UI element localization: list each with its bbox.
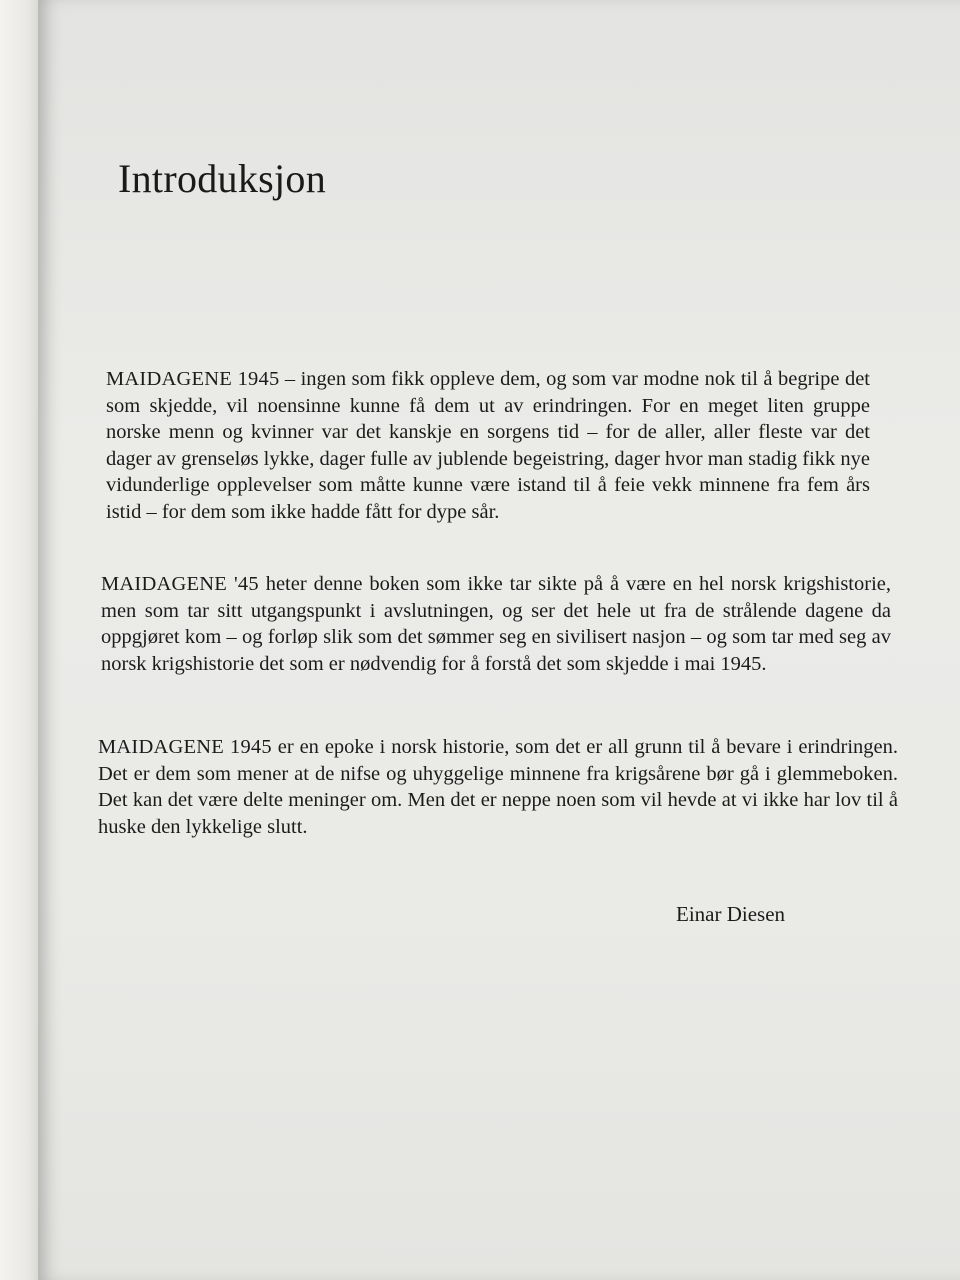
author-signature: Einar Diesen	[676, 902, 786, 926]
book-page	[38, 0, 960, 1280]
paragraph-3-lead: MAIDAGENE 1945	[98, 736, 272, 758]
paragraph-3	[98, 734, 898, 840]
page-content	[38, 0, 960, 1280]
paragraph-1-text: – ingen som fikk oppleve dem, og som var modne nok til å begripe det som skjedde, vil noensinne kunne få dem ut av erindringen. For en meget liten gruppe norske menn og kvinner var det kanskje en sorgens tid – for de aller, aller fleste var det dager av grenseløs lykke, dager fulle av jublende begeistring, dager hvor man stadig fikk nye vidunderlige opplevelser som måtte kunne være istand til å feie vekk minnene fra fem års istid – for dem som ikke hadde fått for dype sår.	[106, 368, 870, 523]
paragraph-2	[101, 571, 891, 677]
paragraph-1	[106, 366, 870, 525]
paragraph-3-text: er en epoke i norsk historie, som det er all grunn til å bevare i erindringen. Det er dem som mener at de nifse og uhyggelige minnene fra krigsårene bør gå i glemmeboken. Det kan det være delte meninger om. Men det er neppe noen som vil hevde at vi ikke har lov til å huske den lykkelige slutt.	[98, 736, 898, 838]
paragraph-2-text: heter denne boken som ikke tar sikte på å være en hel norsk krigshistorie, men som tar sitt utgangspunkt i avslutningen, og ser det hele ut fra de strålende dagene da oppgjøret kom – og forløp slik som det sømmer seg en sivilisert nasjon – og som tar med seg av norsk krigshistorie det som er nødvendig for å forstå det som skjedde i mai 1945.	[101, 573, 891, 675]
page-title: Introduksjon	[118, 156, 327, 201]
left-page-edge	[0, 0, 40, 1280]
paragraph-1-lead: MAIDAGENE 1945	[106, 368, 280, 390]
paragraph-2-lead: MAIDAGENE '45	[101, 573, 259, 595]
